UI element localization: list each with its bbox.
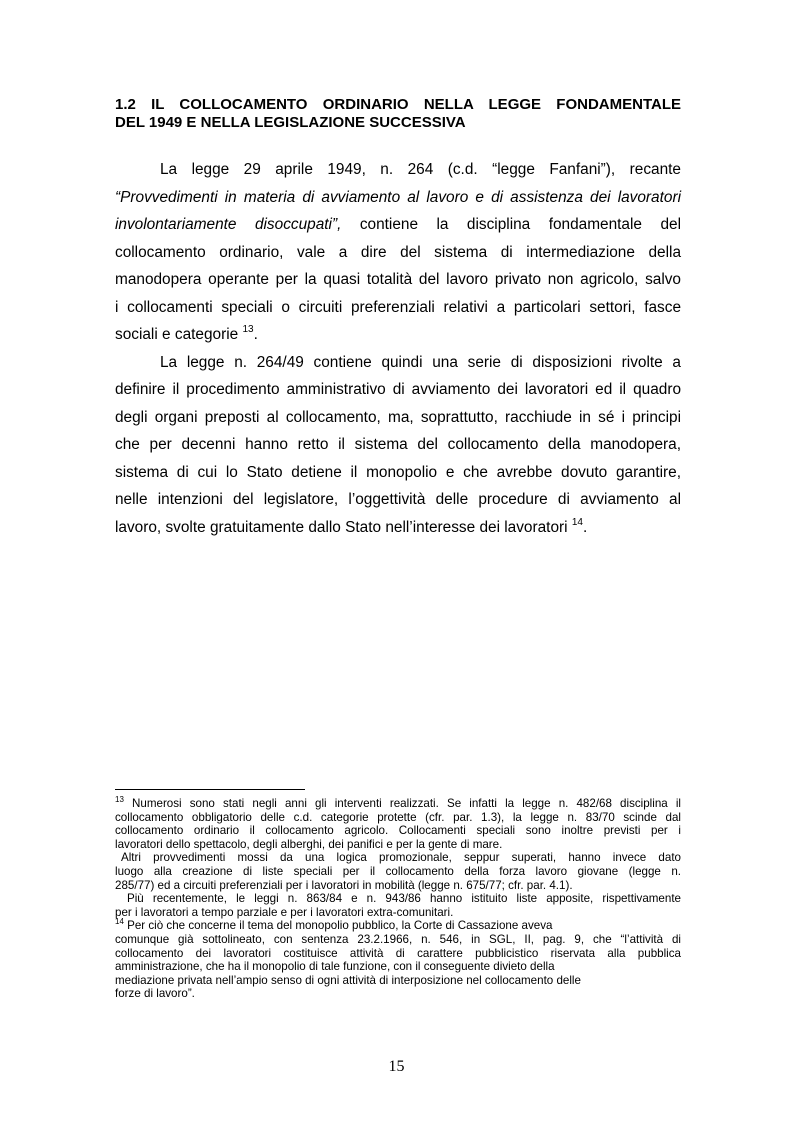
para1-text: sociali e categorie [115,326,239,343]
para1-line [115,321,681,349]
para1-text: contiene la disciplina fondamentale del [341,216,681,233]
footnote-number-14: 14 [115,917,124,927]
para1-line: collocamento ordinario, vale a dire del sistema di intermediazione della [115,243,681,261]
footnote-13-line: Più recentemente, le leggi n. 863/84 e n. 943/86 hanno istituito liste apposite, rispettivamente [127,892,681,906]
footnote-number-13: 13 [115,795,124,804]
footnote-ref-14[interactable]: 14 [571,516,583,528]
para1-text: . [253,326,258,343]
footnote-13-line: 285/77) ed a circuiti preferenziali per i lavoratori in mobilità (legge n. 675/77; cfr. par. 4.1). [115,878,573,892]
body-text [115,156,681,541]
page-number: 15 [388,1058,405,1075]
footnotes [115,797,681,1001]
footnote-13-line: collocamento obbligatorio delle c.d. categorie protette (cfr. par. 1.3), la legge n. 83/70 scinde dal [115,810,681,824]
para1-line: manodopera operante per la quasi totalità del lavoro privato non agricolo, salvo [115,271,681,288]
law-title-italic: involontariamente disoccupati”, [115,216,342,233]
footnote-14-line: amministrazione, che ha il monopolio di tale funzione, con il conseguente divieto della [115,960,555,974]
para2-line: che per decenni hanno retto il sistema del collocamento della manodopera, [115,436,681,453]
para2-line: La legge n. 264/49 contiene quindi una serie di disposizioni rivolte a [160,353,681,371]
footnote-14-line: mediazione privata nell’ampio senso di ogni attività di interposizione nel collocamento delle [115,973,581,987]
para1-line: i collocamenti speciali o circuiti preferenziali relativi a particolari settori, fasce [115,298,681,316]
footnote-text: Numerosi sono stati negli anni gli interventi realizzati. Se infatti la legge n. 482/68 disciplina il [123,797,681,810]
para1-line: La legge 29 aprile 1949, n. 264 (c.d. “legge Fanfani”), recante [160,161,681,178]
heading-line-2: DEL 1949 E NELLA LEGISLAZIONE SUCCESSIVA [115,114,466,131]
footnote-ref-13[interactable]: 13 [242,324,254,335]
footnote-13-line: collocamento ordinario il collocamento agricolo. Collocamenti speciali sono inoltre previsti per i [115,824,681,838]
para2-line: sistema di cui lo Stato detiene il monopolio e che avrebbe dovuto garantire, [115,463,681,481]
heading-line-1: 1.2 IL COLLOCAMENTO ORDINARIO NELLA LEGGE FONDAMENTALE [115,96,681,113]
section-heading [115,96,681,132]
footnote-13-line: lavoratori dello spettacolo, degli alberghi, dei panifici e per la gente di mare. [115,837,503,851]
para2-line: definire il procedimento amministrativo di avviamento dei lavoratori ed il quadro [115,381,681,398]
para2-text: . [582,518,588,536]
law-title-italic: “Provvedimenti in materia di avviamento al lavoro e di assistenza dei lavoratori [115,188,681,206]
para2-line [115,514,681,542]
footnote-14-line: collocamento dei lavoratori costituisce attività di carattere pubblicistico riservata alla pubblica [115,946,681,960]
footnote-13-line [115,797,681,811]
para1-line [115,211,681,239]
para2-line: nelle intenzioni del legislatore, l’oggettività delle procedure di avviamento al [115,491,681,508]
para2-text: lavoro, svolte gratuitamente dallo Stato nell’interesse dei lavoratori [115,518,568,536]
footnote-14-line: comunque già sottolineato, con sentenza 23.2.1966, n. 546, in SGL, II, pag. 9, che “l’attività di [115,932,681,946]
footnote-14-line [115,919,681,933]
footnote-13-line: luogo alla creazione di liste speciali per il collocamento della forza lavoro giovane (legge n. [115,864,681,878]
para1-line [115,184,681,212]
para2-line: degli organi preposti al collocamento, ma, soprattutto, racchiude in sé i principi [115,408,681,426]
footnote-separator [115,789,305,790]
footnote-14-line: forze di lavoro”. [115,987,195,1001]
footnote-13-line: Altri provvedimenti mossi da una logica promozionale, seppur superati, hanno invece dato [121,851,681,865]
footnote-13-line: per i lavoratori a tempo parziale e per i lavoratori extra-comunitari. [115,905,454,919]
footnote-text: Per ciò che concerne il tema del monopolio pubblico, la Corte di Cassazione aveva [123,919,553,933]
